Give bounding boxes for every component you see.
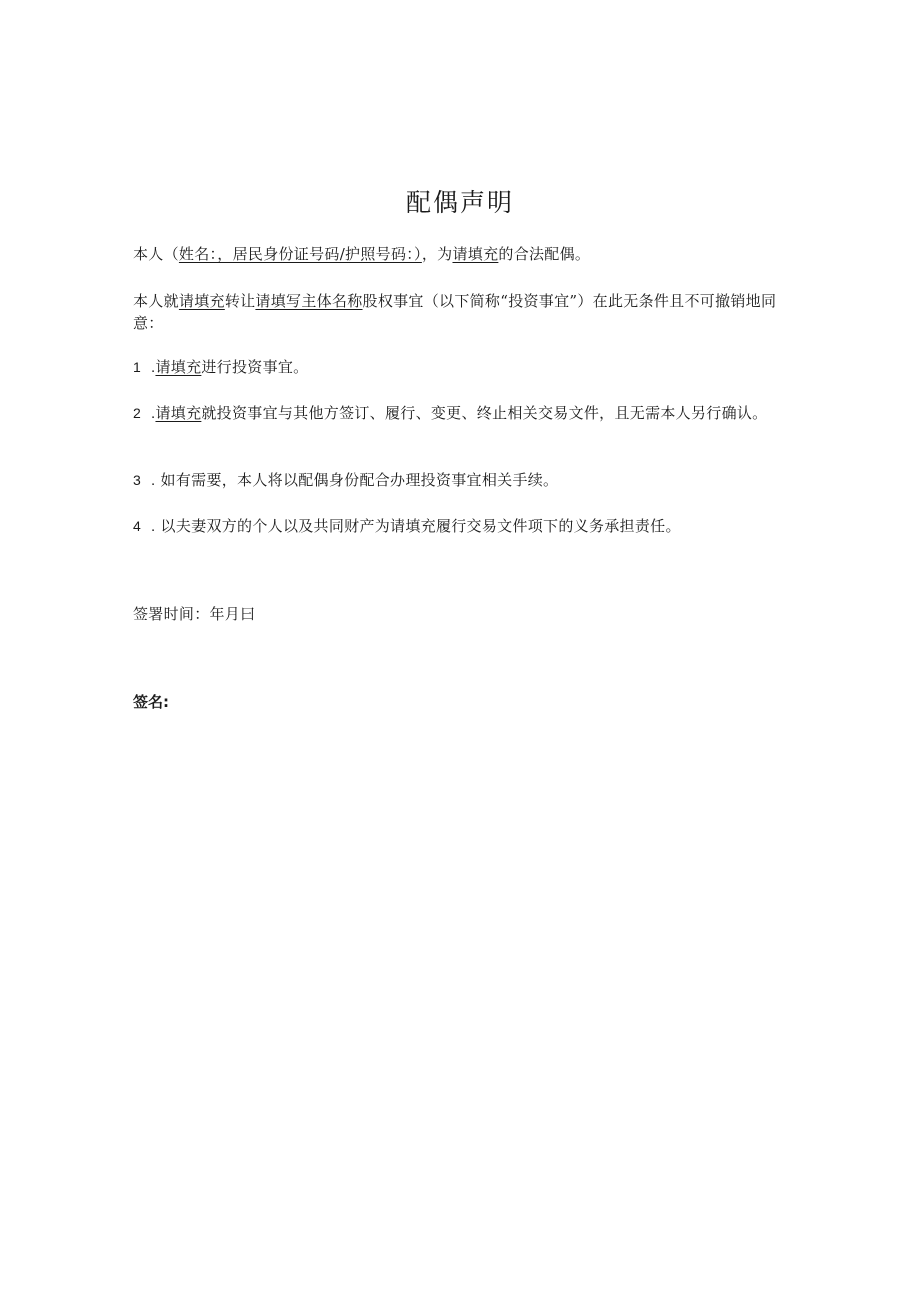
identity-id-blank: 姓名：，居民身份证号码/护照号码：） (178, 245, 422, 263)
item-3-dot: . (151, 472, 156, 489)
item-1-text: 进行投资事宜。 (201, 358, 309, 376)
document-title: 配偶声明 (405, 188, 514, 217)
item-1-number: 1 (133, 359, 142, 375)
consent-text-2: 转让 (224, 292, 256, 310)
paragraph-identity (133, 243, 783, 265)
paragraph-consent (133, 290, 783, 334)
list-item-1 (133, 356, 783, 379)
transferor-blank: 请填充 (178, 292, 225, 310)
item-4-text: 以夫妻双方的个人以及共同财产为请填充履行交易文件项下的义务承担责任。 (160, 517, 681, 535)
item-3-text: 如有需要，本人将以配偶身份配合办理投资事宜相关手续。 (160, 471, 559, 489)
identity-text-3: 的合法配偶。 (498, 245, 591, 263)
list-item-4 (133, 515, 783, 538)
list-item-2 (133, 402, 783, 425)
sign-time: 签署时间：年月曰 (133, 605, 256, 623)
item-2-number: 2 (133, 405, 142, 421)
item-2-dot: . (151, 405, 156, 422)
item-1-blank: 请填充 (155, 358, 202, 376)
item-4-dot: . (151, 518, 156, 535)
item-2-text: 就投资事宜与其他方签订、履行、变更、终止相关交易文件，且无需本人另行确认。 (201, 404, 768, 422)
identity-text-2: ，为 (421, 245, 453, 263)
item-1-dot: . (151, 359, 156, 376)
consent-text-1: 本人就 (133, 292, 179, 310)
entity-name-blank: 请填写主体名称 (255, 292, 363, 310)
item-2-blank: 请填充 (155, 404, 202, 422)
spouse-name-blank: 请填充 (452, 245, 499, 263)
item-4-number: 4 (133, 518, 142, 534)
signature-label: 签名: (133, 693, 169, 711)
identity-text-1: 本人（ (133, 245, 179, 263)
list-item-3 (133, 469, 783, 492)
item-3-number: 3 (133, 472, 142, 488)
consent-text-3: 股权事宜（以下简称“投资事宜”）在此无条件且不可撤销地同意： (133, 292, 777, 332)
